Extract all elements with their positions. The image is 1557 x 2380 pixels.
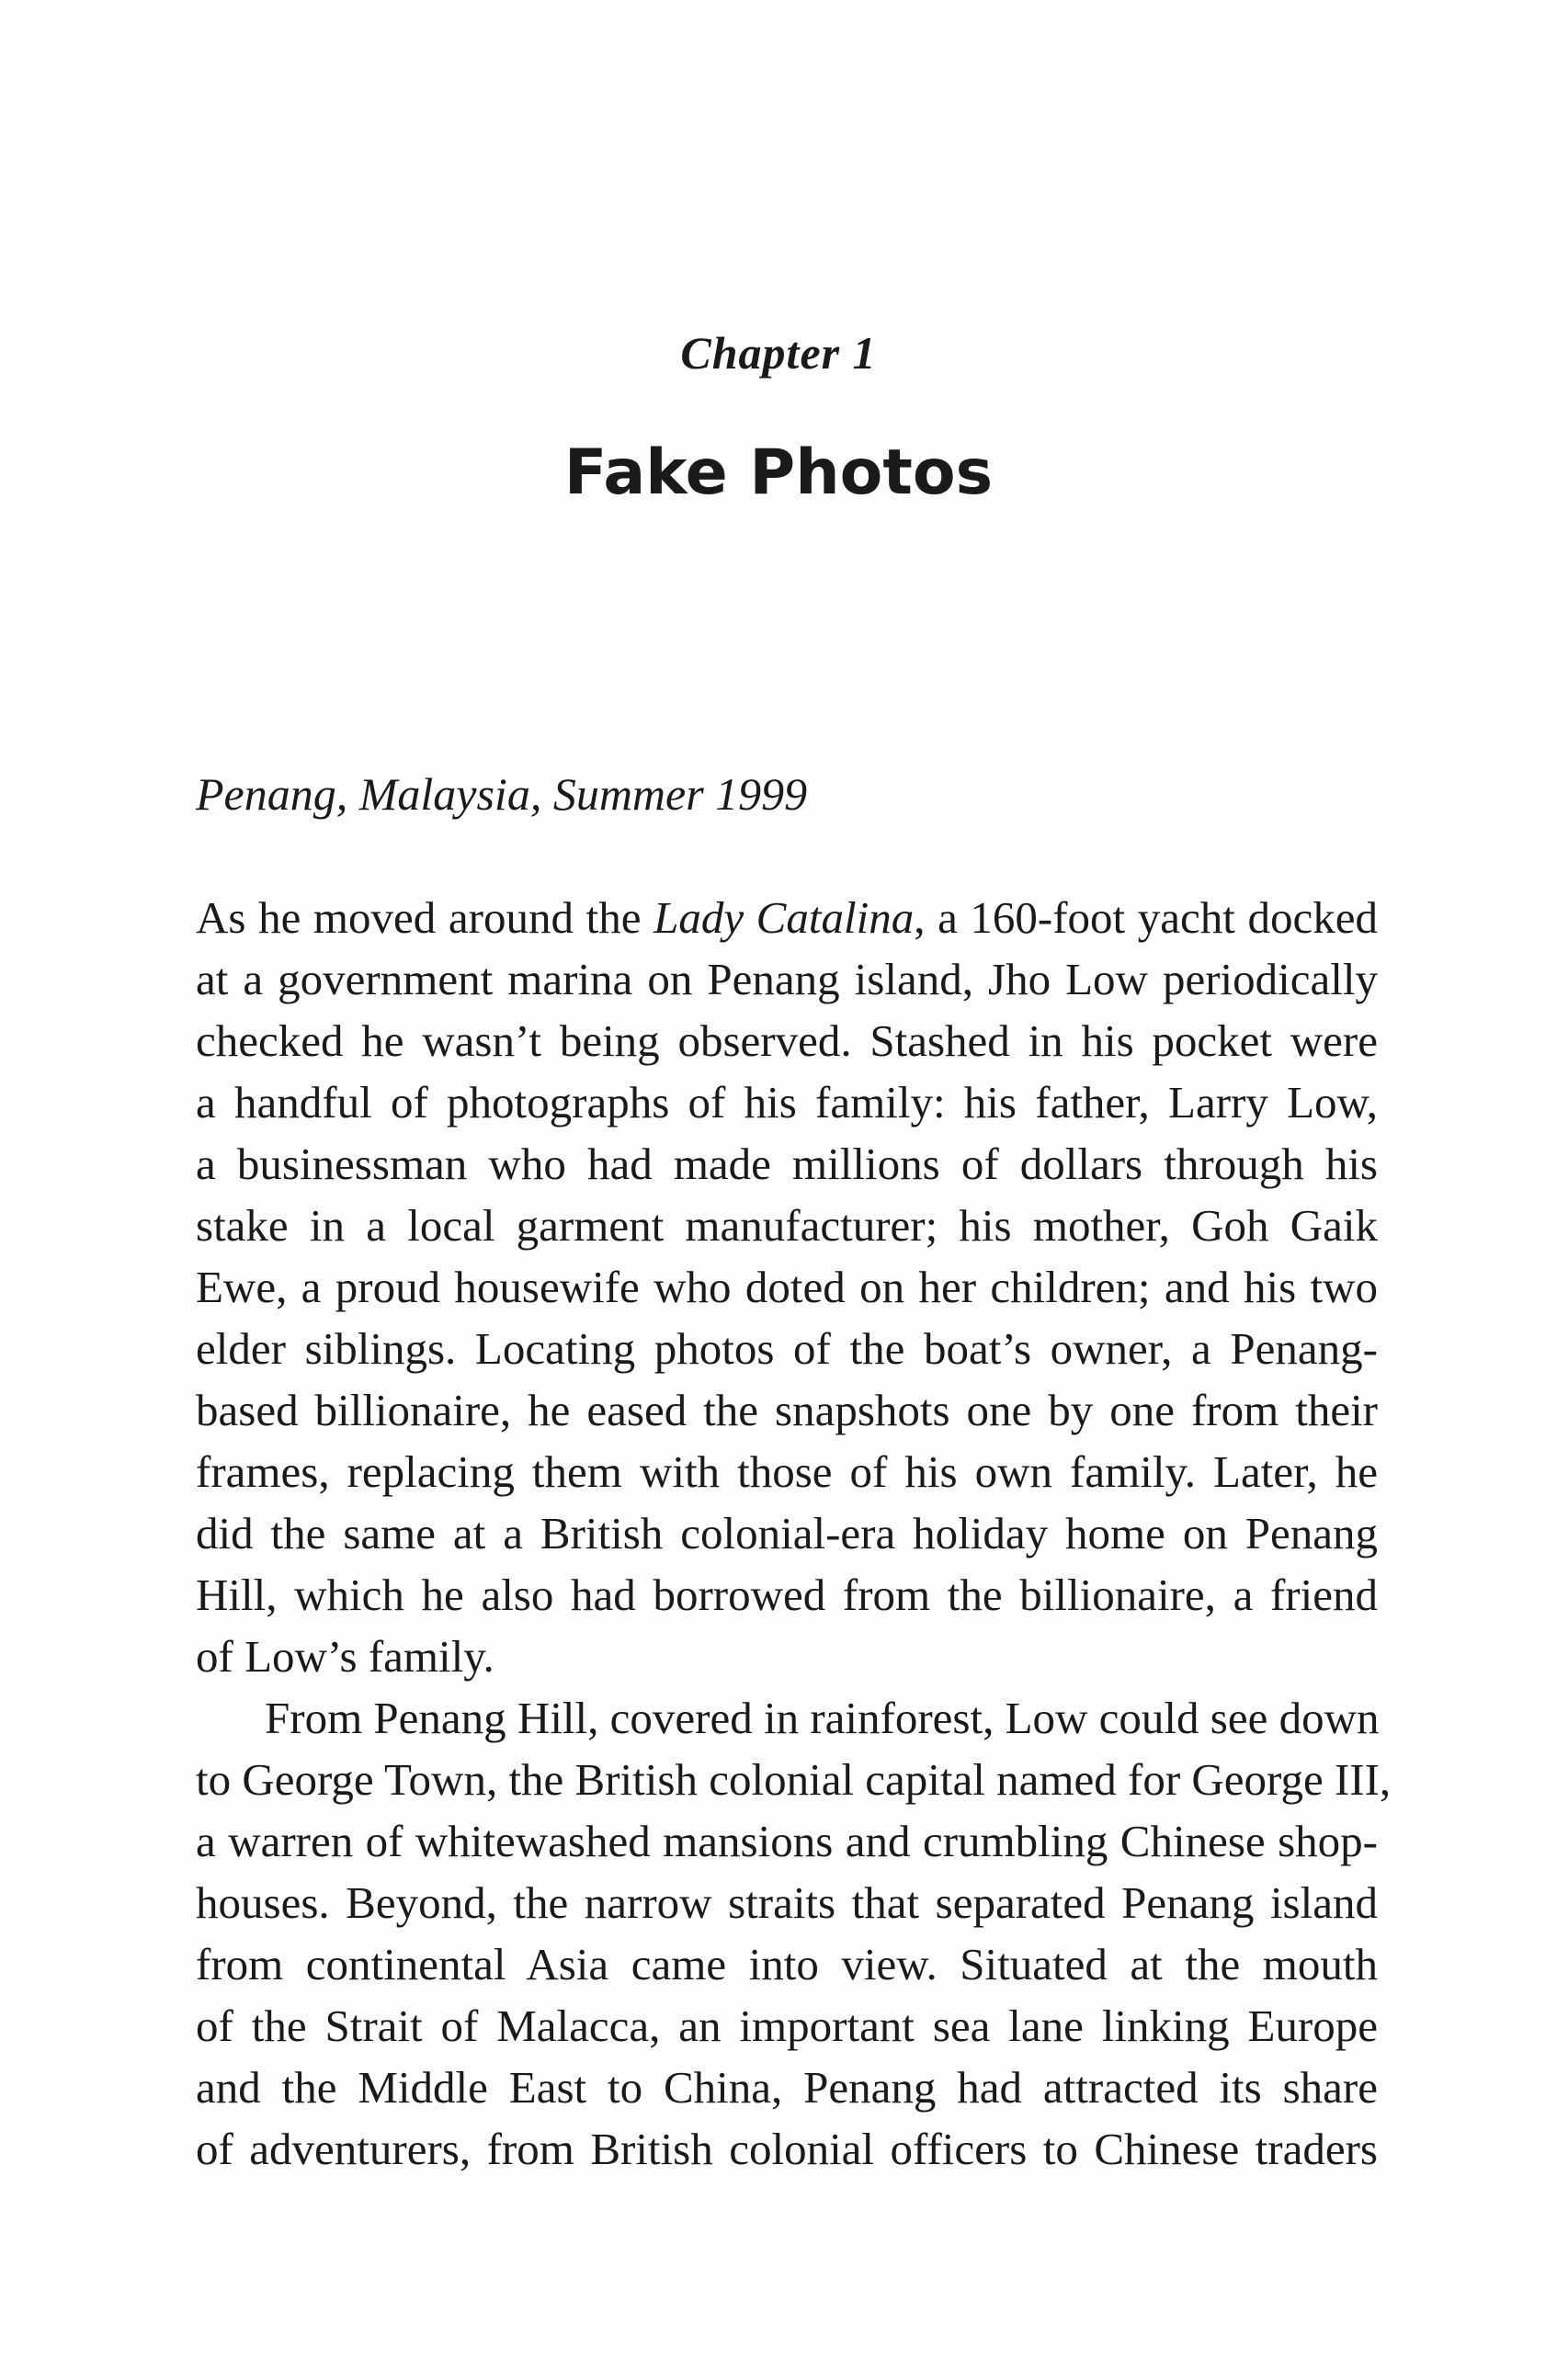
text-line: of the Strait of Malacca, an important sea lane linking Europe [196,2000,1378,2051]
text-line: of Low’s family. [196,1631,494,1682]
text-line: a warren of whitewashed mansions and crumbling Chinese shop- [196,1816,1378,1866]
text-line: From Penang Hill, covered in rainforest, Low could see down [265,1693,1380,1743]
body-text [196,887,1392,2180]
text-line: a businessman who had made millions of dollars through his [196,1139,1378,1189]
text-line: did the same at a British colonial-era holiday home on Penang [196,1508,1378,1558]
text-line: checked he wasn’t being observed. Stashed in his pocket were [196,1015,1378,1066]
dateline: Penang, Malaysia, Summer 1999 [196,768,808,820]
text-line: houses. Beyond, the narrow straits that separated Penang island [196,1877,1378,1928]
chapter-label: Chapter 1 [680,327,877,379]
chapter-title: Fake Photos [563,436,994,509]
italic-title: Lady Catalina [653,892,915,943]
text-line: Hill, which he also had borrowed from the billionaire, a friend [196,1570,1378,1620]
text-line: from continental Asia came into view. Situated at the mouth [196,1939,1378,1989]
text-line: stake in a local garment manufacturer; his mother, Goh Gaik [196,1200,1378,1251]
text-line: and the Middle East to China, Penang had attracted its share [196,2062,1378,2113]
text-line: based billionaire, he eased the snapshots one by one from their [196,1385,1378,1435]
text-line: frames, replacing them with those of his own family. Later, he [196,1446,1378,1497]
text-line: at a government marina on Penang island, Jho Low periodically [196,954,1378,1004]
text-line: elder siblings. Locating photos of the boat’s owner, a Penang- [196,1323,1378,1374]
text-line: a handful of photographs of his family: his father, Larry Low, [196,1077,1378,1128]
text-line: Ewe, a proud housewife who doted on her children; and his two [196,1262,1378,1312]
text-line: of adventurers, from British colonial officers to Chinese traders [196,2124,1378,2174]
text-line: As he moved around the Lady Catalina, a 160-foot yacht docked [196,892,1379,943]
text-line: to George Town, the British colonial capital named for George III, [196,1754,1392,1805]
